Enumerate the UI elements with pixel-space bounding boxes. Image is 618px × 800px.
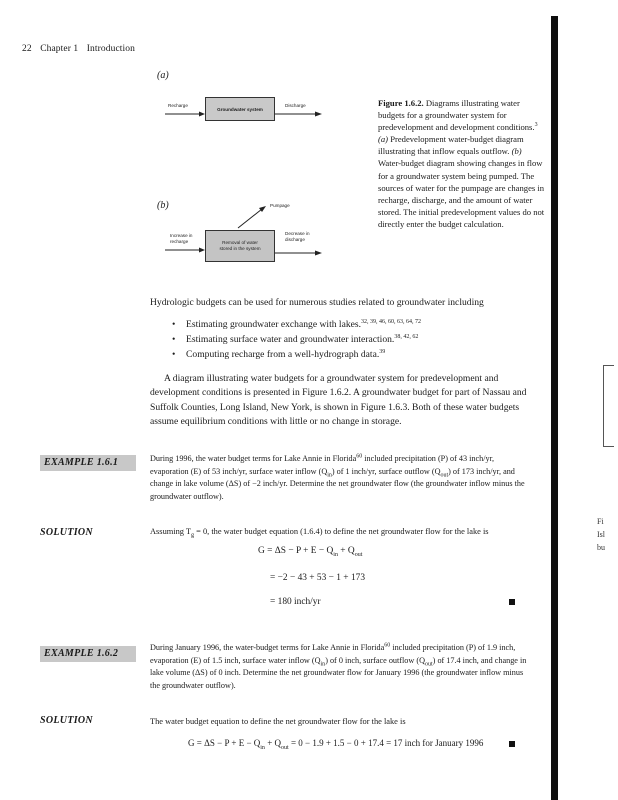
solution-2-eq-c: = 0 − 1.9 + 1.5 − 0 + 17.4 = 17 inch for January 1996 bbox=[288, 738, 484, 748]
panel-a-arrows bbox=[150, 100, 350, 130]
end-of-solution-marker-2 bbox=[509, 741, 515, 747]
solution-1-eq1-sub-out: out bbox=[354, 551, 363, 558]
bullet-2-refs: 38, 42, 62 bbox=[394, 333, 419, 340]
discharge-arrow-head bbox=[315, 112, 322, 117]
caption-text-3: Water-budget diagram showing changes in flow for a groundwater system being pumped. The sources of water for the pumpage are changes in recharge, discharge, and the amount of water stored. The initial predevelopment values do not directly enter the budget calculation. bbox=[378, 158, 545, 229]
solution-2-equation bbox=[188, 738, 484, 751]
solution-1-t1: Assuming T bbox=[150, 527, 192, 536]
caption-a: (a) bbox=[378, 134, 389, 145]
recharge-arrow-head bbox=[199, 112, 205, 117]
decrease-discharge-line2: discharge bbox=[285, 237, 305, 242]
facing-page-fragment-1: Fi bbox=[597, 517, 604, 526]
example-1-text bbox=[150, 453, 530, 503]
example-1-t2: included precipitation (P) of 43 inch/yr, evaporation (E) of 53 inch/yr, surface water inflow (Q bbox=[150, 454, 495, 476]
bullet-3-text: Computing recharge from a well-hydrograph data. bbox=[186, 348, 380, 360]
solution-2-eq-b: + Q bbox=[264, 738, 282, 748]
solution-2-text: The water budget equation to define the net groundwater flow for the lake is bbox=[150, 717, 406, 726]
decrease-discharge-line1: Decrease in bbox=[285, 231, 310, 236]
example-2-t3: ) of 0 inch, surface outflow (Q bbox=[325, 655, 425, 665]
caption-text-2: Predevelopment water-budget diagram illustrating that inflow equals outflow. bbox=[378, 134, 524, 157]
solution-1-equation bbox=[258, 546, 362, 556]
bullet-item-2 bbox=[172, 333, 421, 348]
bullet-1-text: Estimating groundwater exchange with lakes. bbox=[186, 319, 362, 330]
caption-b: (b) bbox=[511, 146, 522, 157]
caption-label: Figure 1.6.2. bbox=[378, 98, 424, 108]
solution-2-eq-a: G = ΔS − P + E − Q bbox=[188, 738, 261, 748]
example-1-t1: During 1996, the water budget terms for Lake Annie in Florida bbox=[150, 454, 357, 463]
page-gutter-shadow bbox=[551, 16, 558, 800]
chapter-label: Chapter 1 bbox=[40, 44, 79, 54]
intro-paragraph: Hydrologic budgets can be used for numerous studies related to groundwater including bbox=[150, 297, 484, 308]
solution-1-eq3: = 180 inch/yr bbox=[270, 597, 321, 607]
example-2-t2: included precipitation (P) of 1.9 inch, evaporation (E) of 1.5 inch, surface water inflow (Q bbox=[150, 643, 516, 665]
facing-page-bracket bbox=[603, 365, 614, 447]
bullet-item-1 bbox=[172, 318, 421, 333]
example-2-tag: EXAMPLE 1.6.2 bbox=[40, 646, 136, 662]
example-1-tag: EXAMPLE 1.6.1 bbox=[40, 455, 136, 471]
bullet-2-text: Estimating surface water and groundwater interaction. bbox=[186, 333, 395, 345]
facing-page-fragment-3: bu bbox=[597, 543, 605, 552]
page-number: 22 bbox=[22, 44, 32, 54]
solution-2-eq-sub-in: in bbox=[260, 744, 265, 751]
increase-recharge-line2: recharge bbox=[170, 239, 189, 244]
example-2-t1: During January 1996, the water-budget terms for Lake Annie in Florida bbox=[150, 643, 385, 652]
solution-2-tag: SOLUTION bbox=[40, 715, 93, 726]
body-paragraph: A diagram illustrating water budgets for a groundwater system for predevelopment and development conditions is presented in Figure 1.6.2. A groundwater budget for part of Nassau and Suffolk Counties, Long Island, New York, is shown in Figure 1.6.3. Both of these water budgets assume equilibrium conditions with little or no change in storage. bbox=[150, 373, 527, 428]
example-1-sub-in: in bbox=[327, 472, 332, 479]
running-header bbox=[22, 44, 135, 54]
bullet-3-refs: 39 bbox=[379, 348, 386, 355]
caption-ref: 3 bbox=[534, 122, 538, 129]
solution-1-eq1-plus: + Q bbox=[337, 546, 355, 556]
figure-panel-b-label: (b) bbox=[157, 200, 169, 211]
example-2-sub-in: in bbox=[320, 661, 326, 668]
facing-page-fragment-2: Isl bbox=[597, 530, 605, 539]
section-label: Introduction bbox=[86, 44, 135, 54]
increase-arrow-head bbox=[199, 248, 205, 253]
solution-1-sub-g: g bbox=[191, 532, 195, 539]
example-1-ref: 60 bbox=[356, 453, 363, 460]
bullet-list bbox=[172, 318, 421, 362]
example-2-text bbox=[150, 642, 530, 692]
increase-recharge-line1: Increase in bbox=[170, 233, 193, 238]
solution-2-eq-sub-out: out bbox=[281, 744, 289, 751]
solution-1-t2: = 0, the water budget equation (1.6.4) to define the net groundwater flow for the lake is bbox=[194, 527, 489, 536]
removal-line2: stored in the system bbox=[219, 246, 261, 251]
groundwater-system-label: Groundwater system bbox=[217, 107, 263, 112]
figure-caption bbox=[378, 97, 546, 230]
pumpage-label: Pumpage bbox=[270, 203, 290, 208]
example-2-ref: 60 bbox=[384, 642, 391, 649]
example-1-t4: ) of 173 inch/yr, and change in lake volume (ΔS) of −2 inch/yr. Determine the net groundwater flow (the groundwater inflow minus the groundwater outflow). bbox=[150, 466, 525, 501]
discharge-label: Discharge bbox=[285, 103, 306, 108]
example-2-t4: ) of 17.4 inch, and change in lake volume (ΔS) of 0 inch. Determine the net groundwater flow for January 1996 (the groundwater inflow minus the groundwater outflow). bbox=[150, 655, 527, 690]
bullet-item-3 bbox=[172, 348, 421, 363]
solution-1-eq2: = −2 − 43 + 53 − 1 + 173 bbox=[270, 573, 366, 583]
caption-text-1: Diagrams illustrating water budgets for a groundwater system for predevelopment and development conditions. bbox=[378, 98, 535, 133]
pumpage-arrow-line bbox=[238, 209, 262, 228]
end-of-solution-marker-1 bbox=[509, 599, 515, 605]
figure-panel-a-label: (a) bbox=[157, 70, 169, 81]
solution-1-eq1-sub-in: in bbox=[333, 551, 338, 558]
removal-line1: Removal of water bbox=[222, 240, 258, 245]
example-1-t3: ) of 1 inch/yr, surface outflow (Q bbox=[331, 466, 441, 476]
decrease-arrow-head bbox=[315, 251, 322, 256]
solution-1-text bbox=[150, 526, 530, 539]
solution-1-eq1: G = ΔS − P + E − Q bbox=[258, 546, 334, 556]
solution-1-tag: SOLUTION bbox=[40, 527, 93, 538]
bullet-1-refs: 32, 39, 46, 60, 63, 64, 72 bbox=[361, 318, 422, 325]
panel-b-arrows bbox=[150, 195, 350, 275]
example-2-sub-out: out bbox=[425, 661, 433, 668]
recharge-label: Recharge bbox=[168, 103, 188, 108]
example-1-sub-out: out bbox=[440, 472, 449, 479]
